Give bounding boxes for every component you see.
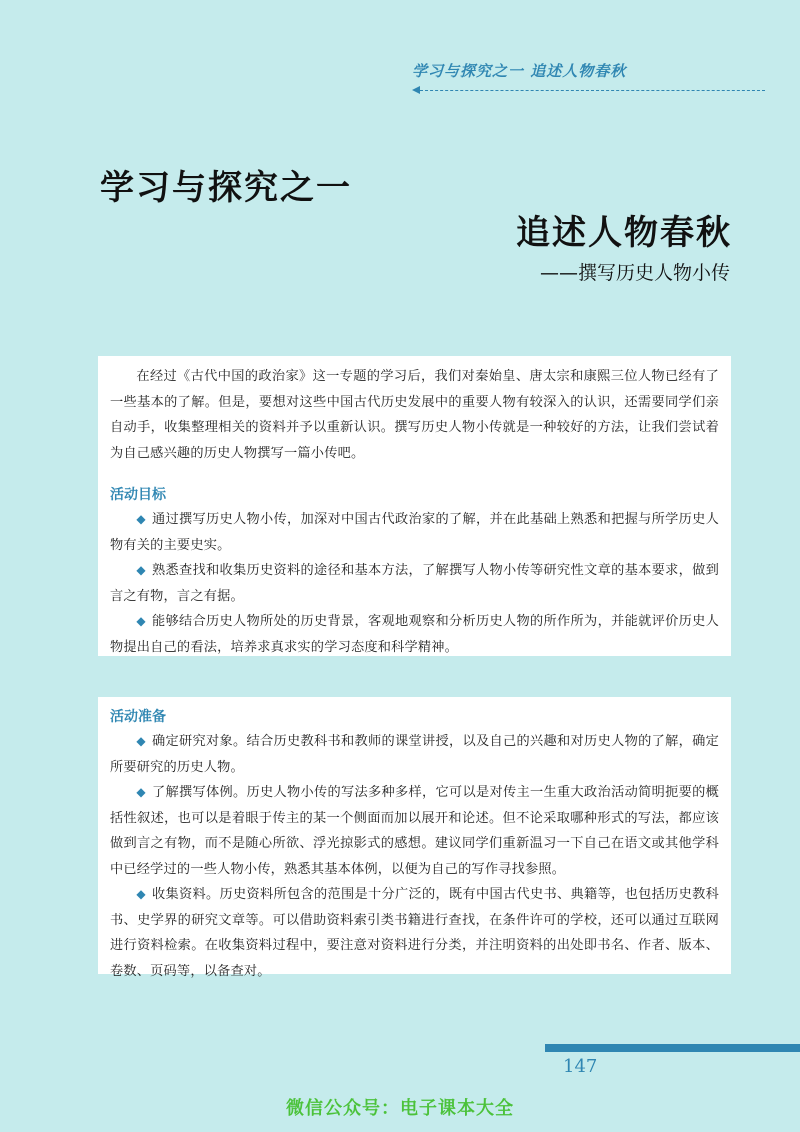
goal-item <box>110 609 719 660</box>
page-number: 147 <box>563 1056 598 1077</box>
goal-item <box>110 507 719 558</box>
goal-text: 能够结合历史人物所处的历史背景，客观地观察和分析历史人物的所作所为，并能就评价历史人物提出自己的看法，培养求真求实的学习态度和科学精神。 <box>110 614 719 655</box>
header-divider <box>420 90 765 91</box>
preparation-panel <box>98 697 731 979</box>
watermark: 微信公众号：电子课本大全 <box>286 1098 514 1119</box>
intro-paragraph: 在经过《古代中国的政治家》这一专题的学习后，我们对秦始皇、唐太宗和康熙三位人物已经有了一些基本的了解。但是，要想对这些中国古代历史发展中的重要人物有较深入的认识，还需要同学们亲自动手，收集整理相关的资料并予以重新认识。撰写历史人物小传就是一种较好的方法，让我们尝试着为自己感兴趣的历史人物撰写一篇小传吧。 <box>110 369 719 461</box>
diamond-bullet-icon: ◆ <box>136 563 146 577</box>
running-title: 学习与探究之一 追述人物春秋 <box>412 62 627 80</box>
diamond-bullet-icon: ◆ <box>136 734 146 748</box>
intro-goals-panel <box>98 356 731 656</box>
page-subsubtitle: ——撰写历史人物小传 <box>539 262 730 284</box>
goal-text: 熟悉查找和收集历史资料的途径和基本方法，了解撰写人物小传等研究性文章的基本要求，做到言之有物，言之有据。 <box>110 563 719 604</box>
goals-heading: 活动目标 <box>110 487 166 503</box>
goal-text: 通过撰写历史人物小传，加深对中国古代政治家的了解，并在此基础上熟悉和把握与所学历史人物有关的主要史实。 <box>110 512 719 553</box>
preparation-text: 收集资料。历史资料所包含的范围是十分广泛的，既有中国古代史书、典籍等，也包括历史教科书、史学界的研究文章等。可以借助资料索引类书籍进行查找，在条件许可的学校，还可以通过互联网进行资料检索。在收集资料过程中，要注意对资料进行分类，并注明资料的出处即书名、作者、版本、卷数、页码等，以备查对。 <box>110 887 719 979</box>
diamond-bullet-icon: ◆ <box>136 512 146 526</box>
preparation-text: 了解撰写体例。历史人物小传的写法多种多样，它可以是对传主一生重大政治活动简明扼要的概括性叙述，也可以是着眼于传主的某一个侧面而加以展开和论述。但不论采取哪种形式的写法，都应该做到言之有物，而不是随心所欲、浮光掠影式的感想。建议同学们重新温习一下自己在语文或其他学科中已经学过的一些人物小传，熟悉其基本体例，以便为自己的写作寻找参照。 <box>110 785 719 877</box>
footer-bar <box>545 1044 800 1052</box>
diamond-bullet-icon: ◆ <box>136 887 146 901</box>
preparation-item <box>110 780 719 882</box>
page-subtitle: 追述人物春秋 <box>516 213 732 253</box>
preparation-text: 确定研究对象。结合历史教科书和教师的课堂讲授，以及自己的兴趣和对历史人物的了解，确定所要研究的历史人物。 <box>110 734 719 775</box>
preparation-item <box>110 729 719 780</box>
diamond-bullet-icon: ◆ <box>136 614 146 628</box>
page-title: 学习与探究之一 <box>100 168 352 208</box>
diamond-bullet-icon: ◆ <box>136 785 146 799</box>
goal-item <box>110 558 719 609</box>
preparation-heading: 活动准备 <box>110 709 166 725</box>
preparation-item <box>110 882 719 984</box>
arrow-left-icon <box>412 86 420 94</box>
